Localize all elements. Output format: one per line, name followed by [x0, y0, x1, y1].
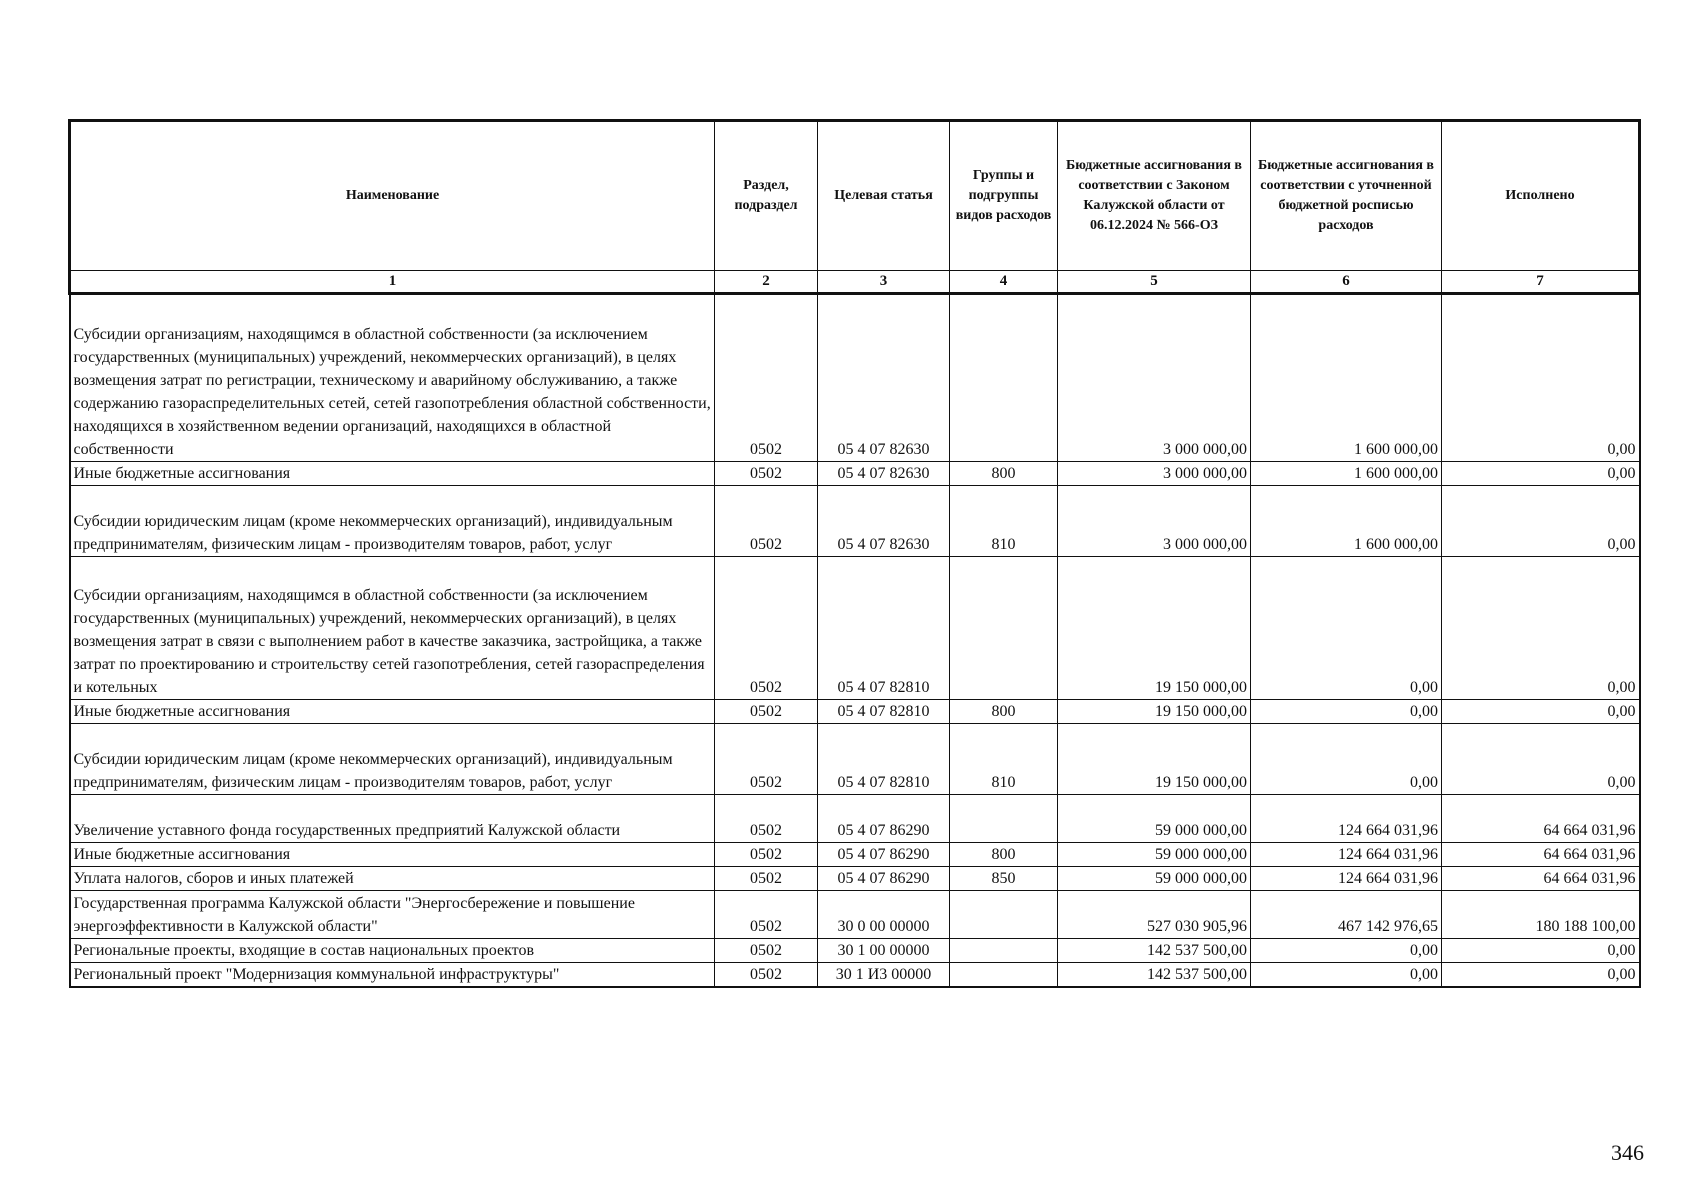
row-executed: 0,00 [1442, 557, 1640, 700]
row-section: 0502 [715, 700, 818, 724]
column-number-row [70, 271, 1640, 294]
row-executed: 64 664 031,96 [1442, 843, 1640, 867]
row-section: 0502 [715, 843, 818, 867]
row-target: 05 4 07 82630 [818, 462, 950, 486]
row-law-amount: 527 030 905,96 [1058, 891, 1251, 939]
row-target: 05 4 07 86290 [818, 843, 950, 867]
row-section: 0502 [715, 963, 818, 988]
row-refined-amount: 124 664 031,96 [1251, 795, 1442, 843]
row-refined-amount: 0,00 [1251, 700, 1442, 724]
row-refined-amount: 0,00 [1251, 557, 1442, 700]
row-refined-amount: 0,00 [1251, 963, 1442, 988]
row-executed: 0,00 [1442, 462, 1640, 486]
row-law-amount: 3 000 000,00 [1058, 486, 1251, 557]
row-group [950, 795, 1058, 843]
row-refined-amount: 1 600 000,00 [1251, 486, 1442, 557]
row-name: Увеличение уставного фонда государственных предприятий Калужской области [70, 795, 715, 843]
row-executed: 0,00 [1442, 724, 1640, 795]
row-target: 05 4 07 82630 [818, 486, 950, 557]
table-row [70, 462, 1640, 486]
row-target: 05 4 07 82630 [818, 294, 950, 462]
row-law-amount: 142 537 500,00 [1058, 939, 1251, 963]
row-refined-amount: 0,00 [1251, 939, 1442, 963]
column-number: 2 [715, 271, 818, 294]
row-law-amount: 3 000 000,00 [1058, 294, 1251, 462]
row-name: Субсидии организациям, находящимся в областной собственности (за исключением государственных (муниципальных) учреждений, некоммерческих организаций), в целях возмещения затрат по регистрации, техническому и аварийному обслуживанию, а также содержанию газораспределительных сетей, сетей газопотребления областной собственности, находящихся в хозяйственном ведении организаций, находящихся в областной собственности [70, 294, 715, 462]
row-group [950, 557, 1058, 700]
row-target: 05 4 07 82810 [818, 700, 950, 724]
row-refined-amount: 1 600 000,00 [1251, 462, 1442, 486]
row-law-amount: 59 000 000,00 [1058, 795, 1251, 843]
row-section: 0502 [715, 294, 818, 462]
column-number: 5 [1058, 271, 1251, 294]
row-executed: 64 664 031,96 [1442, 795, 1640, 843]
row-executed: 0,00 [1442, 486, 1640, 557]
row-refined-amount: 124 664 031,96 [1251, 843, 1442, 867]
row-law-amount: 142 537 500,00 [1058, 963, 1251, 988]
row-law-amount: 59 000 000,00 [1058, 867, 1251, 891]
row-name: Уплата налогов, сборов и иных платежей [70, 867, 715, 891]
row-section: 0502 [715, 939, 818, 963]
table-row [70, 557, 1640, 700]
row-law-amount: 3 000 000,00 [1058, 462, 1251, 486]
table-row [70, 867, 1640, 891]
row-name: Иные бюджетные ассигнования [70, 462, 715, 486]
row-refined-amount: 1 600 000,00 [1251, 294, 1442, 462]
header-target: Целевая статья [818, 121, 950, 271]
row-name: Государственная программа Калужской области "Энергосбережение и повышение энергоэффективности в Калужской области" [70, 891, 715, 939]
row-group [950, 294, 1058, 462]
row-executed: 0,00 [1442, 700, 1640, 724]
row-name: Иные бюджетные ассигнования [70, 843, 715, 867]
row-group: 850 [950, 867, 1058, 891]
header-row [70, 121, 1640, 271]
row-target: 05 4 07 82810 [818, 557, 950, 700]
table-row [70, 700, 1640, 724]
table-row [70, 294, 1640, 462]
table-row [70, 486, 1640, 557]
row-section: 0502 [715, 486, 818, 557]
row-law-amount: 19 150 000,00 [1058, 700, 1251, 724]
header-law-amount: Бюджетные ассигнования в соответствии с Законом Калужской области от 06.12.2024 № 566-ОЗ [1058, 121, 1251, 271]
table-row [70, 724, 1640, 795]
page-number: 346 [1611, 1140, 1644, 1165]
row-executed: 64 664 031,96 [1442, 867, 1640, 891]
row-group: 800 [950, 700, 1058, 724]
table-row [70, 891, 1640, 939]
row-name: Субсидии организациям, находящимся в областной собственности (за исключением государственных (муниципальных) учреждений, некоммерческих организаций), в целях возмещения затрат в связи с выполнением работ в качестве заказчика, застройщика, а также затрат по проектированию и строительству сетей газопотребления, сетей газораспределения и котельных [70, 557, 715, 700]
row-section: 0502 [715, 891, 818, 939]
table-row [70, 963, 1640, 988]
row-group: 810 [950, 724, 1058, 795]
header-refined-amount: Бюджетные ассигнования в соответствии с уточненной бюджетной росписью расходов [1251, 121, 1442, 271]
row-executed: 0,00 [1442, 294, 1640, 462]
column-number: 3 [818, 271, 950, 294]
row-section: 0502 [715, 795, 818, 843]
row-name: Субсидии юридическим лицам (кроме некоммерческих организаций), индивидуальным предпринимателям, физическим лицам - производителям товаров, работ, услуг [70, 724, 715, 795]
column-number: 4 [950, 271, 1058, 294]
row-section: 0502 [715, 724, 818, 795]
row-law-amount: 19 150 000,00 [1058, 724, 1251, 795]
header-section: Раздел, подраздел [715, 121, 818, 271]
row-refined-amount: 467 142 976,65 [1251, 891, 1442, 939]
column-number: 6 [1251, 271, 1442, 294]
row-refined-amount: 124 664 031,96 [1251, 867, 1442, 891]
row-section: 0502 [715, 462, 818, 486]
column-number: 1 [70, 271, 715, 294]
header-group: Группы и подгруппы видов расходов [950, 121, 1058, 271]
row-target: 30 1 00 00000 [818, 939, 950, 963]
row-group: 800 [950, 843, 1058, 867]
row-name: Субсидии юридическим лицам (кроме некоммерческих организаций), индивидуальным предпринимателям, физическим лицам - производителям товаров, работ, услуг [70, 486, 715, 557]
row-group [950, 963, 1058, 988]
row-law-amount: 19 150 000,00 [1058, 557, 1251, 700]
row-group: 810 [950, 486, 1058, 557]
row-name: Региональный проект "Модернизация коммунальной инфраструктуры" [70, 963, 715, 988]
row-executed: 0,00 [1442, 939, 1640, 963]
row-group [950, 891, 1058, 939]
row-group [950, 939, 1058, 963]
row-law-amount: 59 000 000,00 [1058, 843, 1251, 867]
row-name: Иные бюджетные ассигнования [70, 700, 715, 724]
table-row [70, 843, 1640, 867]
header-executed: Исполнено [1442, 121, 1640, 271]
row-refined-amount: 0,00 [1251, 724, 1442, 795]
column-number: 7 [1442, 271, 1640, 294]
row-section: 0502 [715, 867, 818, 891]
table-row [70, 939, 1640, 963]
table-row [70, 795, 1640, 843]
row-group: 800 [950, 462, 1058, 486]
row-target: 30 0 00 00000 [818, 891, 950, 939]
row-section: 0502 [715, 557, 818, 700]
row-target: 05 4 07 86290 [818, 867, 950, 891]
header-name: Наименование [70, 121, 715, 271]
row-executed: 0,00 [1442, 963, 1640, 988]
row-executed: 180 188 100,00 [1442, 891, 1640, 939]
budget-table [68, 119, 1641, 988]
row-target: 05 4 07 86290 [818, 795, 950, 843]
row-target: 30 1 И3 00000 [818, 963, 950, 988]
row-target: 05 4 07 82810 [818, 724, 950, 795]
row-name: Региональные проекты, входящие в состав национальных проектов [70, 939, 715, 963]
